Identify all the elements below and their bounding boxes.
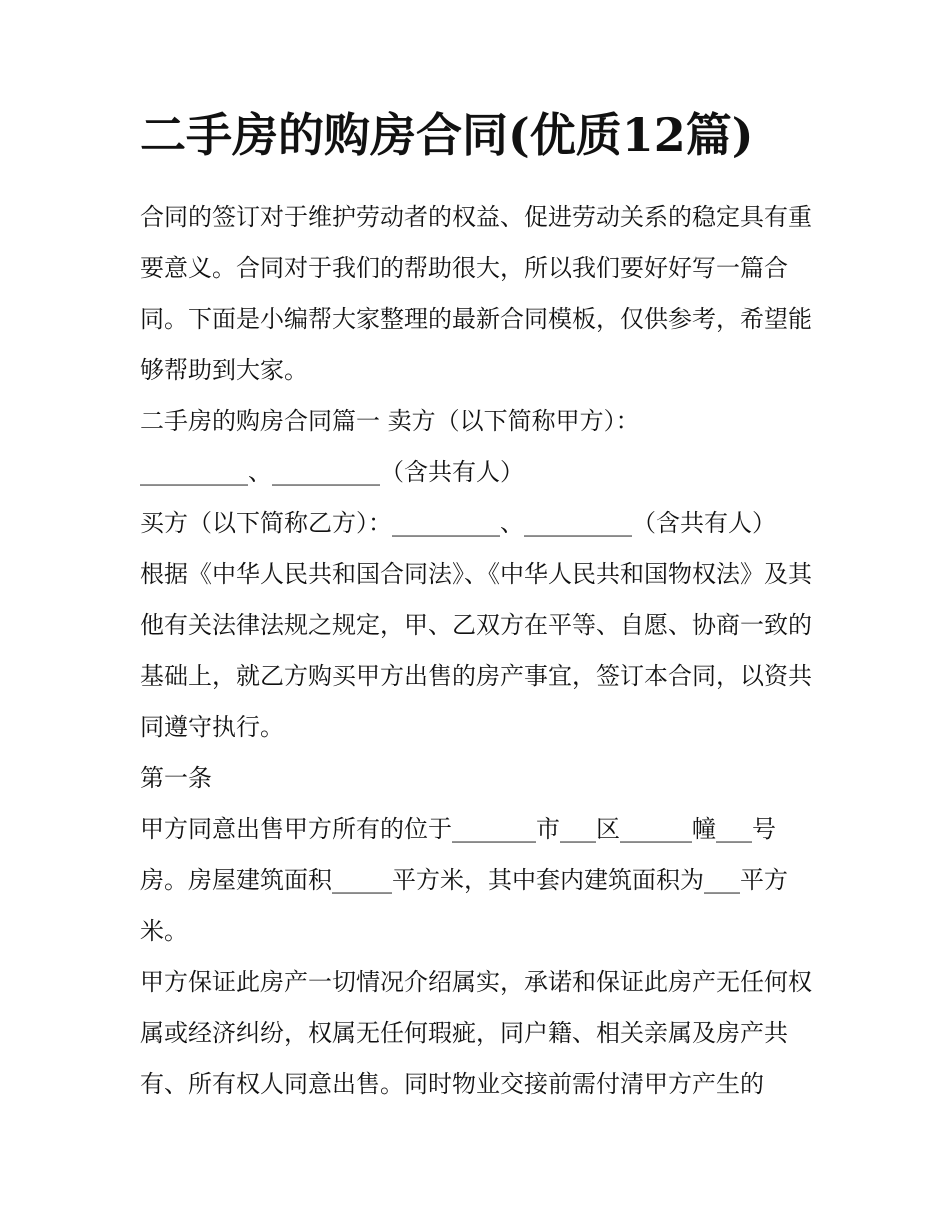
seller-blanks-line: _________、_________（含共有人） xyxy=(140,458,524,486)
section-heading: 二手房的购房合同篇一 卖方（以下简称甲方）： xyxy=(140,407,640,435)
intro-paragraph: 合同的签订对于维护劳动者的权益、促进劳动关系的稳定具有重要意义。合同对于我们的帮助很大，所以我们要好好写一篇合同。下面是小编帮大家整理的最新合同模板，仅供参考，希望能够帮助到大家。 xyxy=(140,203,812,384)
article1-heading: 第一条 xyxy=(140,764,212,792)
article1-property-paragraph: 甲方同意出售甲方所有的位于_______市___区______幢___号房。房屋建筑面积_____平方米，其中套内建筑面积为___平方米。 xyxy=(140,815,788,945)
buyer-line: 买方（以下简称乙方）：_________、_________（含共有人） xyxy=(140,509,776,537)
article1-guarantee-paragraph: 甲方保证此房产一切情况介绍属实，承诺和保证此房产无任何权属或经济纠纷，权属无任何瑕疵，同户籍、相关亲属及房产共有、所有权人同意出售。同时物业交接前需付清甲方产生的 xyxy=(140,968,812,1098)
document-page xyxy=(140,108,815,1110)
document-title: 二手房的购房合同(优质12篇) xyxy=(140,108,754,162)
basis-paragraph: 根据《中华人民共和国合同法》、《中华人民共和国物权法》及其他有关法律法规之规定，甲、乙双方在平等、自愿、协商一致的基础上，就乙方购买甲方出售的房产事宜，签订本合同，以资共同遵守执行。 xyxy=(140,560,812,741)
